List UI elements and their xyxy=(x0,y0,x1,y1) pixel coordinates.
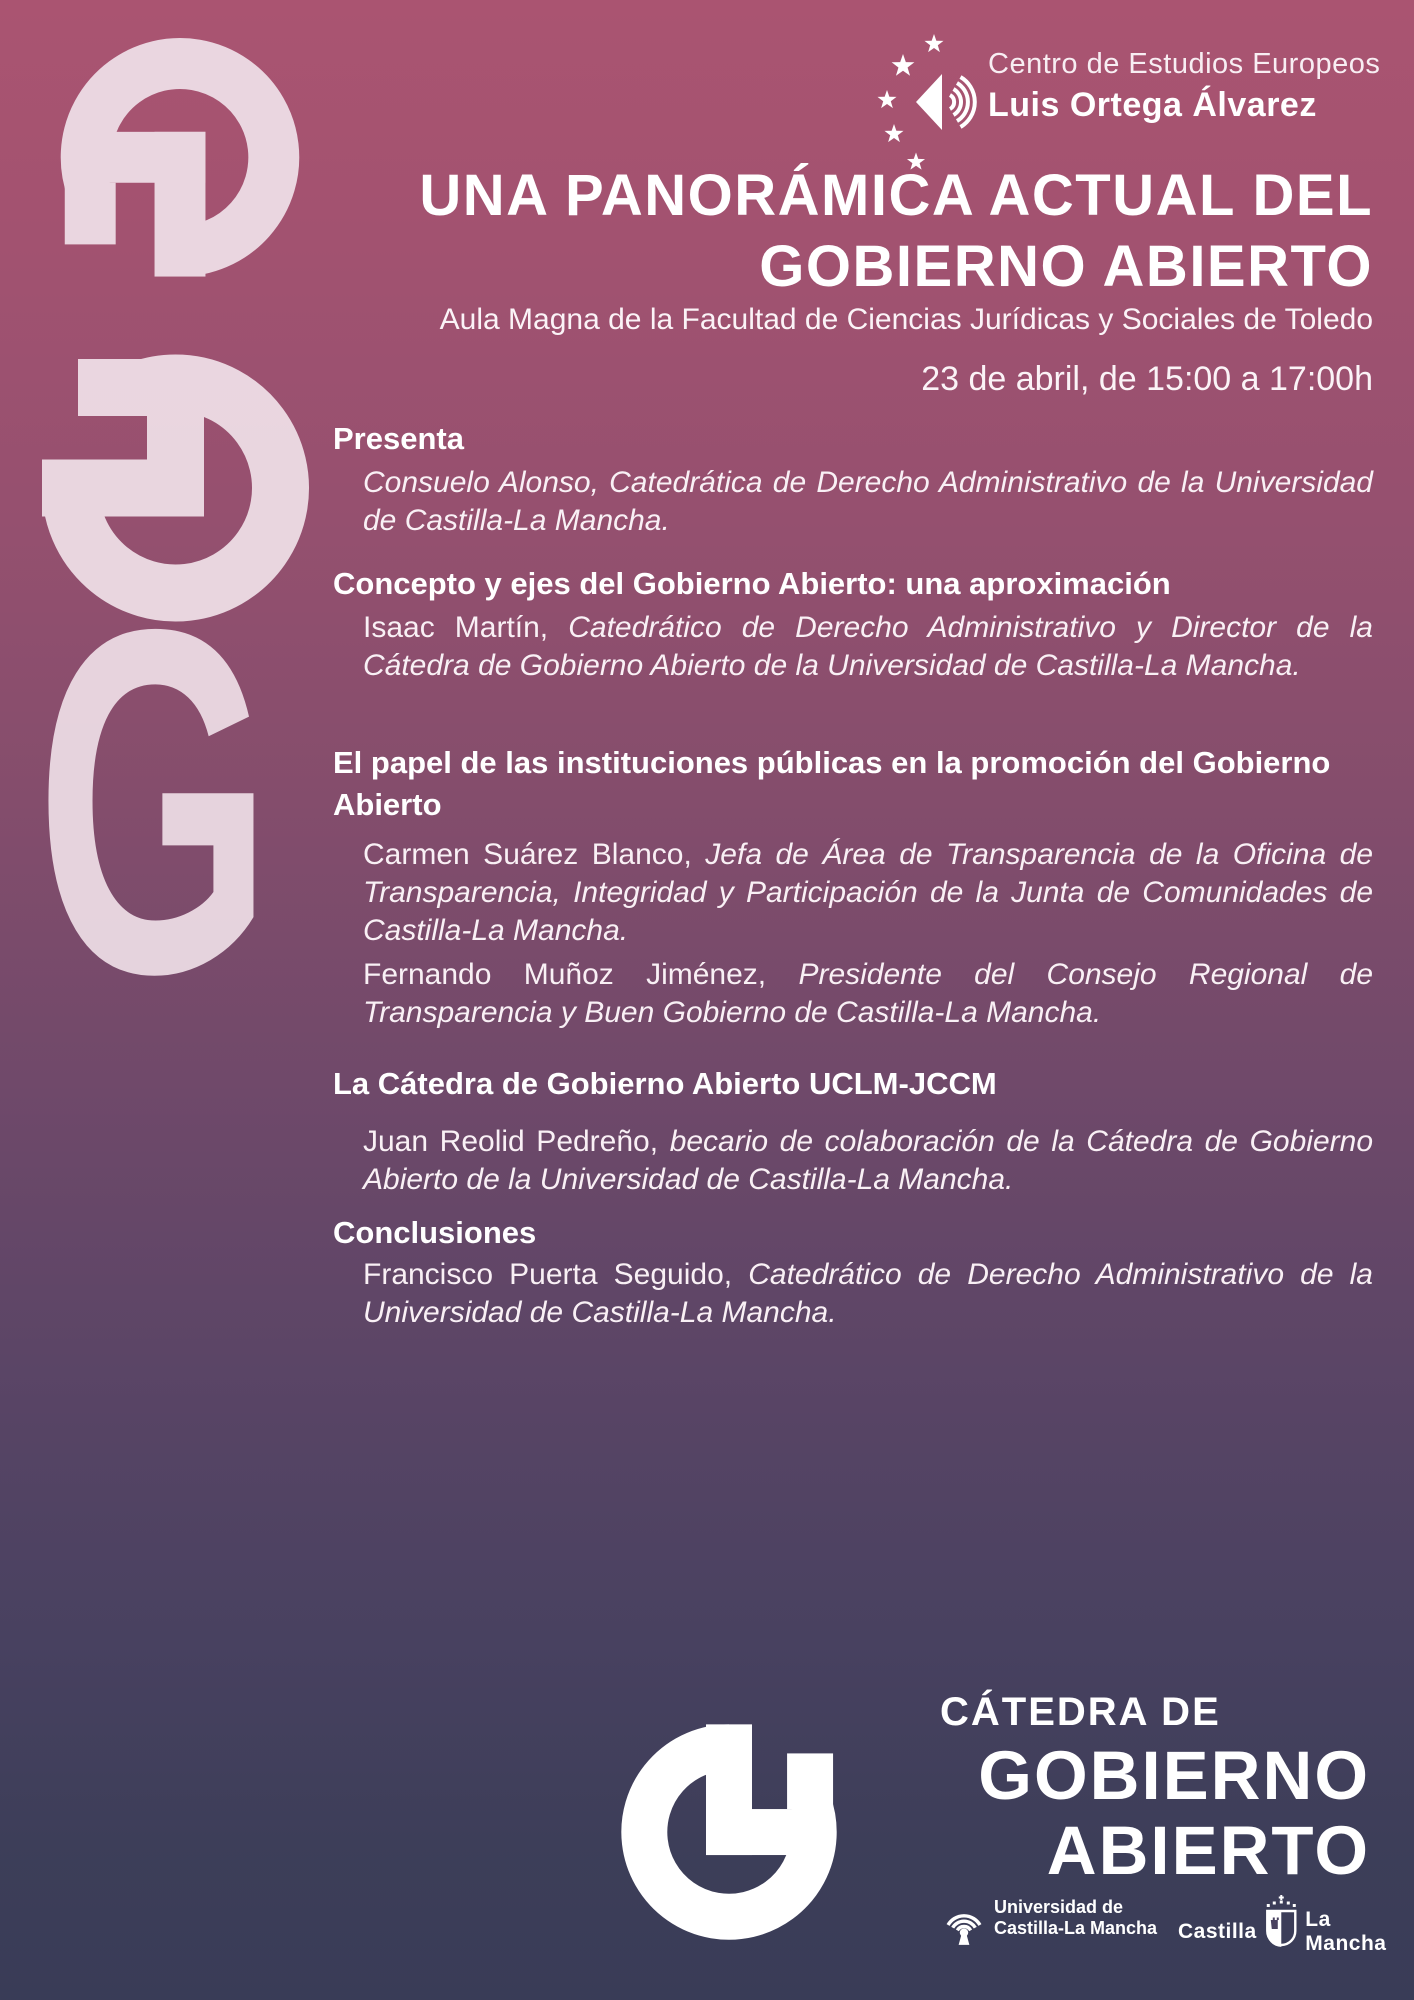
section-heading-conclusiones: Conclusiones xyxy=(333,1215,537,1250)
decor-letter-g-icon: G xyxy=(36,527,273,1075)
speaker-entry xyxy=(363,464,1373,540)
speaker-role: becario de colaboración de la Cátedra de Gobierno Abierto de la Universidad de Castilla-La Mancha. xyxy=(363,1125,1374,1196)
brand-line3: ABIERTO xyxy=(1046,1812,1370,1889)
speaker-name: Juan Reolid Pedreño, xyxy=(363,1125,659,1158)
page-title-line2: GOBIERNO ABIERTO xyxy=(759,234,1373,299)
brand-line2: GOBIERNO xyxy=(978,1737,1370,1814)
org-name-line2: Luis Ortega Álvarez xyxy=(988,86,1317,124)
section-heading-presenta: Presenta xyxy=(333,421,464,456)
decor-g-logo-top-icon xyxy=(46,30,314,298)
speaker-entry xyxy=(363,1256,1373,1332)
jccm-logo xyxy=(1178,1890,1414,1956)
org-name-line1: Centro de Estudios Europeos xyxy=(988,48,1381,80)
jccm-word-left: Castilla xyxy=(1178,1920,1257,1943)
speaker-name: Consuelo Alonso, xyxy=(363,466,599,499)
speaker-name: Isaac Martín, xyxy=(363,611,549,644)
jccm-word-right: La Mancha xyxy=(1305,1908,1387,1955)
catedra-brand-text xyxy=(940,1690,1370,1889)
page-title-line1: UNA PANORÁMICA ACTUAL DEL xyxy=(419,163,1373,228)
speaker-role: Catedrático de Derecho Administrativo de la Universidad de Castilla-La Mancha. xyxy=(363,1258,1373,1329)
speaker-name: Fernando Muñoz Jiménez, xyxy=(363,958,767,991)
speaker-role: Jefa de Área de Transparencia de la Oficina de Transparencia, Integridad y Participación de la Junta de Comunidades de Castilla-La Mancha. xyxy=(363,838,1373,947)
speaker-entry xyxy=(363,1123,1373,1199)
uclm-line1: Universidad de xyxy=(994,1897,1124,1917)
speaker-name: Francisco Puerta Seguido, xyxy=(363,1258,733,1291)
venue-text: Aula Magna de la Facultad de Ciencias Jurídicas y Sociales de Toledo xyxy=(439,303,1373,336)
shield-crown-icon xyxy=(1263,1895,1300,1951)
section-heading-papel-instituciones: El papel de las instituciones públicas en la promoción del Gobierno Abierto xyxy=(333,745,1331,822)
org-logo-text xyxy=(988,50,1380,122)
speaker-entry xyxy=(363,836,1373,950)
uclm-logo-text xyxy=(994,1893,1157,1939)
catedra-g-logo-icon xyxy=(608,1705,850,1947)
uclm-line2: Castilla-La Mancha xyxy=(994,1918,1158,1938)
speaker-entry xyxy=(363,609,1373,685)
uclm-logo xyxy=(941,1893,1157,1953)
arcs-keyhole-icon xyxy=(941,1897,987,1953)
section-heading-catedra: La Cátedra de Gobierno Abierto UCLM-JCCM xyxy=(333,1066,997,1101)
speaker-role: Catedrática de Derecho Administrativo de la Universidad de Castilla-La Mancha. xyxy=(363,466,1373,537)
speaker-name: Carmen Suárez Blanco, xyxy=(363,838,692,871)
section-heading-concepto: Concepto y ejes del Gobierno Abierto: una aproximación xyxy=(333,566,1171,601)
speaker-entry xyxy=(363,956,1373,1032)
datetime-text: 23 de abril, de 15:00 a 17:00h xyxy=(921,360,1373,398)
eu-stars-profile-icon xyxy=(876,30,980,180)
brand-line1: CÁTEDRA DE xyxy=(940,1690,1221,1734)
speaker-role: Catedrático de Derecho Administrativo y Director de la Cátedra de Gobierno Abierto de la Universidad de Castilla-La Mancha. xyxy=(363,611,1373,682)
speaker-role: Presidente del Consejo Regional de Transparencia y Buen Gobierno de Castilla-La Mancha. xyxy=(363,958,1373,1029)
